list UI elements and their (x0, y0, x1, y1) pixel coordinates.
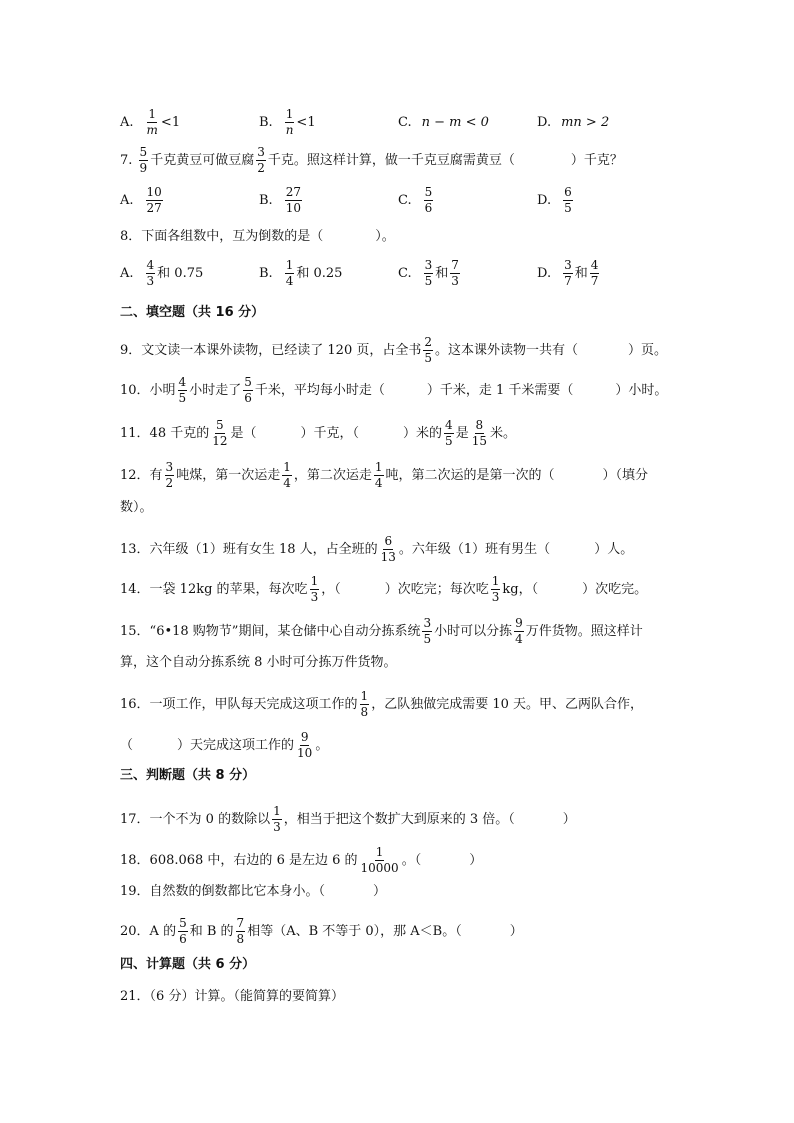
question-15: 15．“6•18 购物节”期间，某仓储中心自动分拣系统 $\frac{3}{5}$ 小时可以分拣 $\frac{9}{4}$ 万件货物。照这样计 (120, 616, 643, 646)
question-14: 14．一袋 12kg 的苹果，每次吃 $\frac{1}{3}$ ，（ ）次吃完；每次吃 $\frac{1}{3}$ kg，（ ）次吃完。 (120, 574, 648, 604)
question-16: 16．一项工作，甲队每天完成这项工作的 $\frac{1}{8}$ ，乙队独做完成需要 10 天。甲、乙两队合作， (120, 689, 643, 719)
q8-option-c: C. $\frac{3}{5}$ 和 $\frac{7}{3}$ (398, 258, 459, 288)
q8-options (120, 259, 676, 287)
fraction: $\frac{3}{2}$ (165, 460, 174, 490)
fraction: $\frac{1}{4}$ (283, 460, 291, 490)
q8-option-a: A. $\frac{4}{3}$ 和 0.75 (120, 258, 204, 288)
q6-options (120, 108, 676, 136)
fraction: $\frac{9}{10}$ (297, 730, 313, 760)
question-13: 13．六年级（1）班有女生 18 人，占全班的 $\frac{6}{13}$ 。六年级（1）班有男生（ ）人。 (120, 534, 634, 564)
fraction: $\frac{6}{13}$ (380, 534, 396, 564)
q7-option-d: D. $\frac{6}{5}$ (537, 185, 572, 215)
fraction: $\frac{1}{4}$ (285, 258, 294, 288)
q7-option-b: B. $\frac{27}{10}$ (259, 185, 301, 215)
question-11: 11．48 千克的 $\frac{5}{12}$ 是（ ）千克，（ ）米的 $\frac{4}{5}$ 是 $\frac{8}{15}$ 米。 (120, 418, 516, 448)
fraction: $\frac{5}{9}$ (139, 145, 148, 175)
q7-options (120, 186, 676, 214)
question-7: 7. $\frac{5}{9}$ 千克黄豆可做豆腐 $\frac{3}{2}$ 千克。照这样计算，做一千克豆腐需黄豆（ ）千克？ (120, 145, 623, 175)
fraction: $\frac{5}{6}$ (179, 916, 187, 946)
fraction: $\frac{5}{12}$ (212, 418, 228, 448)
question-19: 19．自然数的倒数都比它本身小。（ ） (120, 884, 387, 899)
section-heading-calculation: 四、计算题（共 6 分） (120, 957, 256, 972)
question-15-continued: 算，这个自动分拣系统 8 小时可分拣万件货物。 (120, 655, 397, 670)
fraction: $\frac{8}{15}$ (471, 418, 487, 448)
fraction: $\frac{2}{5}$ (424, 335, 432, 365)
fraction: $\frac{1}{10000}$ (360, 845, 399, 875)
question-12: 12．有 $\frac{3}{2}$ 吨煤，第一次运走 $\frac{1}{4}$ ，第二次运走 $\frac{1}{4}$ 吨，第二次运的是第一次的（ ）（填分 (120, 460, 649, 490)
fraction: $\frac{27}{10}$ (285, 185, 301, 215)
question-8: 8．下面各组数中，互为倒数的是（ ）。 (120, 229, 395, 244)
fraction: $\frac{3}{7}$ (564, 258, 572, 288)
fraction: $\frac{10}{27}$ (146, 185, 162, 215)
q6-option-b: B. $\frac{1}{n}$ <1 (259, 107, 316, 137)
fraction: $\frac{3}{2}$ (257, 145, 265, 175)
q8-option-d: D. $\frac{3}{7}$ 和 $\frac{4}{7}$ (537, 258, 599, 288)
section-heading-true-false: 三、判断题（共 8 分） (120, 768, 256, 783)
fraction: $\frac{5}{6}$ (244, 375, 252, 405)
q7-option-a: A. $\frac{10}{27}$ (120, 185, 162, 215)
question-21: 21．（6 分）计算。（能简算的要简算） (120, 989, 344, 1004)
q6-option-d: D. mn > 2 (537, 114, 610, 130)
q7-option-c: C. $\frac{5}{6}$ (398, 185, 433, 215)
fraction: $\frac{6}{5}$ (564, 185, 572, 215)
fraction: $\frac{7}{8}$ (236, 916, 245, 946)
fraction: $\frac{5}{6}$ (424, 185, 433, 215)
fraction: $\frac{4}{3}$ (146, 258, 155, 288)
section-heading-fill-blank: 二、填空题（共 16 分） (120, 305, 265, 320)
question-16-continued: （ ）天完成这项工作的 $\frac{9}{10}$ 。 (120, 730, 329, 760)
question-18: 18．608.068 中，右边的 6 是左边 6 的 $\frac{1}{10000}$ 。（ ） (120, 845, 483, 875)
q8-option-b: B. $\frac{1}{4}$ 和 0.25 (259, 258, 343, 288)
fraction: $\frac{1}{8}$ (360, 689, 369, 719)
fraction: $\frac{1}{4}$ (374, 460, 383, 490)
fraction: $\frac{1}{3}$ (491, 574, 500, 604)
fraction: $\frac{3}{5}$ (424, 258, 433, 288)
fraction: $\frac{1}{3}$ (310, 574, 319, 604)
fraction: $\frac{1}{m}$ (146, 107, 158, 137)
question-9: 9．文文读一本课外读物，已经读了 120 页，占全书 $\frac{2}{5}$ 。这本课外读物一共有（ ）页。 (120, 335, 668, 365)
fraction: $\frac{3}{5}$ (423, 616, 432, 646)
q6-option-c: C. n − m < 0 (398, 114, 489, 130)
question-20: 20．A 的 $\frac{5}{6}$ 和 B 的 $\frac{7}{8}$ 相等（A、B 不等于 0），那 A＜B。（ ） (120, 916, 523, 946)
fraction: $\frac{9}{4}$ (515, 616, 523, 646)
q6-option-a: A. $\frac{1}{m}$ <1 (120, 107, 181, 137)
fraction: $\frac{4}{7}$ (590, 258, 599, 288)
fraction: $\frac{4}{5}$ (445, 418, 453, 448)
question-12-continued: 数）。 (120, 500, 153, 515)
question-10: 10．小明 $\frac{4}{5}$ 小时走了 $\frac{5}{6}$ 千米，平均每小时走（ ）千米，走 1 千米需要（ ）小时。 (120, 375, 668, 405)
fraction: $\frac{1}{n}$ (285, 107, 294, 137)
question-17: 17．一个不为 0 的数除以 $\frac{1}{3}$ ，相当于把这个数扩大到原来的 3 倍。（ ） (120, 804, 576, 834)
fraction: $\frac{1}{3}$ (273, 804, 281, 834)
fraction: $\frac{4}{5}$ (178, 375, 187, 405)
fraction: $\frac{7}{3}$ (451, 258, 459, 288)
